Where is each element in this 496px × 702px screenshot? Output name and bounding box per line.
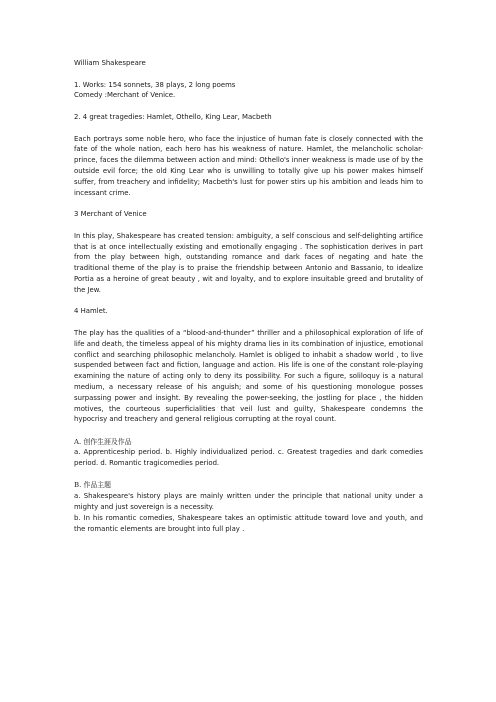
merchant-paragraph: In this play, Shakespeare has created tension: ambiguity, a self conscious and self-delighting artifice that is at once intellectually existing and emotionally engaging . The sophistication derives in part from the play between high, outstanding romance and dark faces of negating and hate the traditional theme of the play is to praise the friendship between Antonio and Bassanio, to idealize Portia as a heroine of great beauty , wit and loyalty, and to explore insuitable greed and brutality of the Jew. (74, 231, 423, 294)
document-title: William Shakespeare (74, 59, 146, 67)
works-line: 1. Works: 154 sonnets, 38 plays, 2 long poems (74, 80, 236, 89)
hamlet-heading: 4 Hamlet. (74, 307, 108, 316)
tragedies-heading: 2. 4 great tragedies: Hamlet, Othello, King Lear, Macbeth (74, 112, 272, 121)
merchant-heading: 3 Merchant of Venice (74, 210, 147, 219)
section-b-item-a: a. Shakespeare's history plays are mainly written under the principle that national unity under a mighty and just sovereign is a necessity. (74, 492, 423, 512)
section-a-heading: A. 创作生涯及作品 (74, 437, 132, 446)
hamlet-paragraph: The play has the qualities of a “blood-and-thunder” thriller and a philosophical exploration of life of life and death, the timeless appeal of his mighty drama lies in its combination of injustice, emotional conflict and searching philosophic melancholy. Hamlet is obliged to inhabit a shadow world , to live suspended between fact and fiction, language and action. His life is one of the constant role-playing examining the nature of acting only to deny its possibility. For such a figure, soliloquy is a natural medium, a necessary release of his anguish; and some of his questioning monologue posses surpassing power and insight. By revealing the power-seeking, the jostling for place , the hidden motives, the courteous superficialities that veil lust and guilty, Shakespeare condemns the hypocrisy and treachery and general religious corrupting at the royal count. (74, 328, 423, 424)
section-a-paragraph: a. Apprenticeship period. b. Highly individualized period. c. Greatest tragedies and dark comedies period. d. Romantic tragicomedies period. (74, 448, 423, 468)
section-b-heading: B. 作品主题 (74, 481, 112, 490)
comedy-line: Comedy :Merchant of Venice. (74, 91, 176, 100)
section-b-item-b: b. In his romantic comedies, Shakespeare takes an optimistic attitude toward love and youth, and the romantic elements are brought into full play . (74, 513, 423, 533)
tragedies-paragraph: Each portrays some noble hero, who face the injustice of human fate is closely connected with the fate of the whole nation, each hero has his weakness of nature. Hamlet, the melancholic scholar-prince, faces the dilemma between action and mind: Othello's inner weakness is made use of by the outside evil force; the old King Lear who is unwilling to totally give up his power makes himself suffer, from treachery and infidelity; Macbeth's lust for power stirs up his ambition and leads him to incessant crime. (74, 134, 423, 197)
